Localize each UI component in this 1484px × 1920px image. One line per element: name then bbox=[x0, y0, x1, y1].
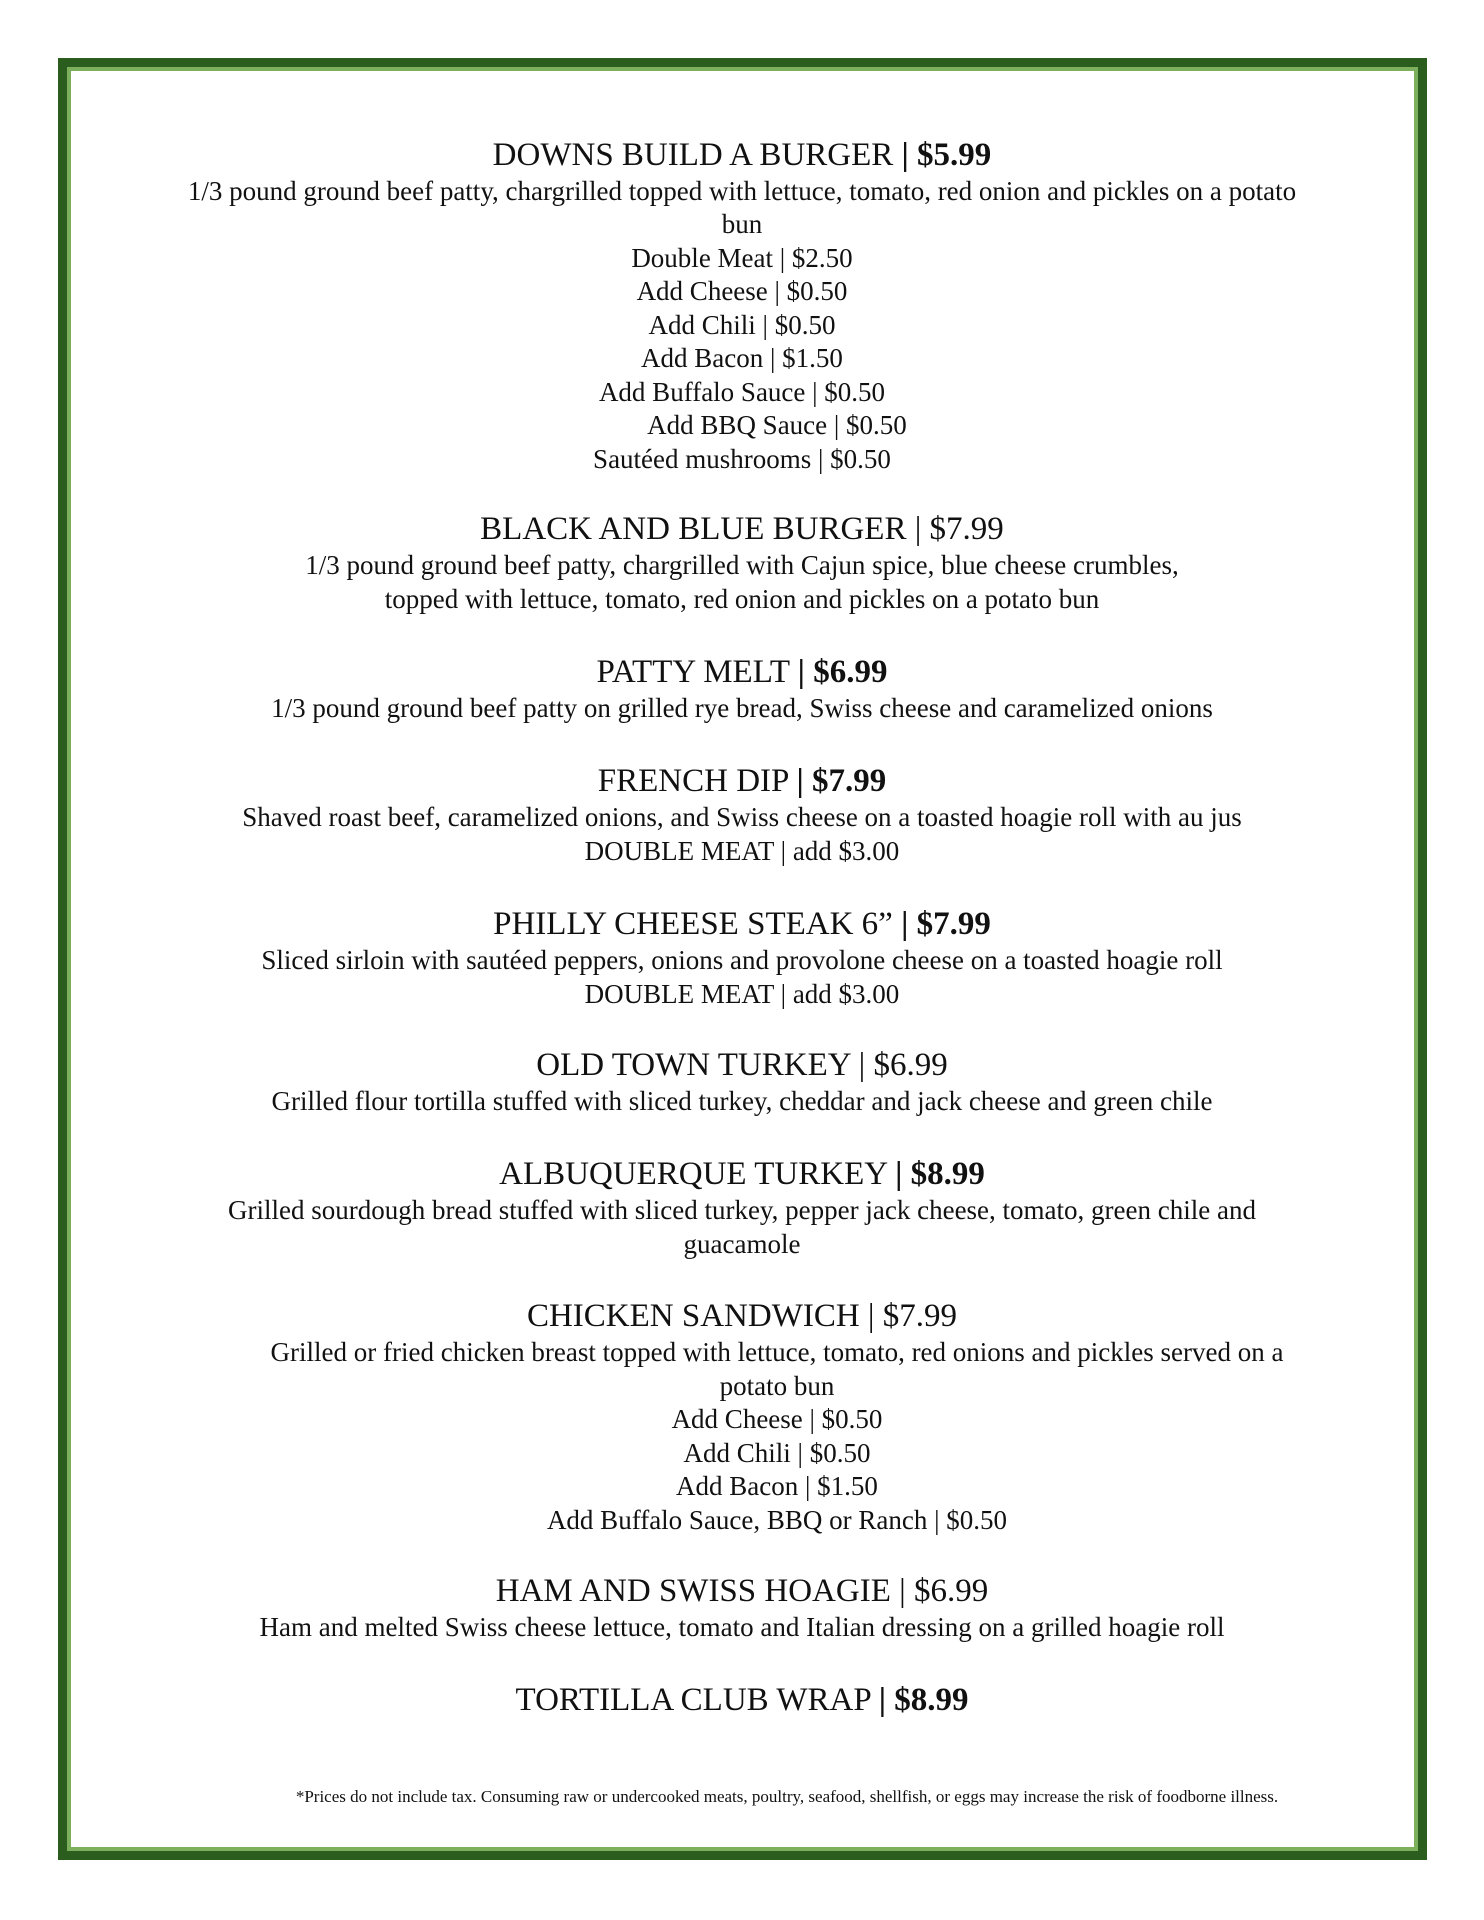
item-option: Add BBQ Sauce | $0.50 bbox=[647, 410, 907, 440]
item-option: Add Buffalo Sauce | $0.50 bbox=[598, 377, 886, 407]
item-option: Add Buffalo Sauce, BBQ or Ranch | $0.50 bbox=[546, 1505, 1008, 1535]
item-option: Add Bacon | $1.50 bbox=[676, 1471, 878, 1501]
item-description: DOUBLE MEAT | add $3.00 bbox=[584, 836, 900, 866]
item-title-downs-build-a-burger: DOWNS BUILD A BURGER | $5.99 bbox=[492, 137, 992, 173]
item-price: | $8.99 bbox=[878, 1682, 969, 1718]
item-title-patty-melt: PATTY MELT | $6.99 bbox=[596, 654, 888, 690]
item-description: 1/3 pound ground beef patty, chargrilled topped with lettuce, tomato, red onion and pickles on a potato bbox=[187, 176, 1297, 206]
item-option: Sautéed mushrooms | $0.50 bbox=[593, 444, 891, 474]
footnote: *Prices do not include tax. Consuming raw or undercooked meats, poultry, seafood, shellfish, or eggs may increase the risk of foodborne illness. bbox=[295, 1787, 1279, 1806]
item-title-french-dip: FRENCH DIP | $7.99 bbox=[597, 763, 887, 799]
item-description: 1/3 pound ground beef patty on grilled rye bread, Swiss cheese and caramelized onions bbox=[271, 693, 1213, 723]
item-option: Add Chili | $0.50 bbox=[648, 310, 836, 340]
item-option: Add Chili | $0.50 bbox=[683, 1438, 871, 1468]
item-title-chicken-sandwich: CHICKEN SANDWICH | $7.99 bbox=[526, 1298, 958, 1334]
item-description: DOUBLE MEAT | add $3.00 bbox=[584, 979, 900, 1009]
item-title-ham-and-swiss-hoagie: HAM AND SWISS HOAGIE | $6.99 bbox=[495, 1573, 989, 1609]
item-option: Add Bacon | $1.50 bbox=[641, 343, 843, 373]
item-description: Ham and melted Swiss cheese lettuce, tomato and Italian dressing on a grilled hoagie roll bbox=[259, 1612, 1225, 1642]
item-price: | $6.99 bbox=[797, 654, 888, 690]
item-description: potato bun bbox=[719, 1371, 835, 1401]
item-description: topped with lettuce, tomato, red onion and pickles on a potato bun bbox=[384, 584, 1100, 614]
item-option: Add Cheese | $0.50 bbox=[671, 1404, 883, 1434]
item-description: Grilled or fried chicken breast topped with lettuce, tomato, red onions and pickles served on a bbox=[270, 1337, 1284, 1367]
item-description: guacamole bbox=[683, 1229, 801, 1259]
item-description: Sliced sirloin with sautéed peppers, onions and provolone cheese on a toasted hoagie roll bbox=[261, 945, 1223, 975]
item-title-old-town-turkey: OLD TOWN TURKEY | $6.99 bbox=[536, 1047, 948, 1083]
item-description: bun bbox=[721, 209, 763, 239]
item-option: Double Meat | $2.50 bbox=[631, 243, 853, 273]
item-option: Add Cheese | $0.50 bbox=[636, 276, 848, 306]
item-title-tortilla-club-wrap: TORTILLA CLUB WRAP | $8.99 bbox=[515, 1682, 969, 1718]
item-price: | $7.99 bbox=[796, 763, 887, 799]
item-description: Shaved roast beef, caramelized onions, and Swiss cheese on a toasted hoagie roll with au jus bbox=[242, 802, 1242, 832]
item-description: Grilled flour tortilla stuffed with sliced turkey, cheddar and jack cheese and green chile bbox=[271, 1086, 1213, 1116]
item-price: | $5.99 bbox=[901, 137, 992, 173]
item-description: 1/3 pound ground beef patty, chargrilled with Cajun spice, blue cheese crumbles, bbox=[305, 550, 1179, 580]
item-description: Grilled sourdough bread stuffed with sliced turkey, pepper jack cheese, tomato, green chile and bbox=[228, 1195, 1256, 1225]
item-price: | $8.99 bbox=[895, 1156, 985, 1192]
item-price: | $7.99 bbox=[901, 906, 991, 942]
item-title-albuquerque-turkey: ALBUQUERQUE TURKEY | $8.99 bbox=[499, 1156, 985, 1192]
item-title-philly-cheese-steak: PHILLY CHEESE STEAK 6” | $7.99 bbox=[493, 906, 991, 942]
item-title-black-and-blue-burger: BLACK AND BLUE BURGER | $7.99 bbox=[480, 511, 1004, 547]
